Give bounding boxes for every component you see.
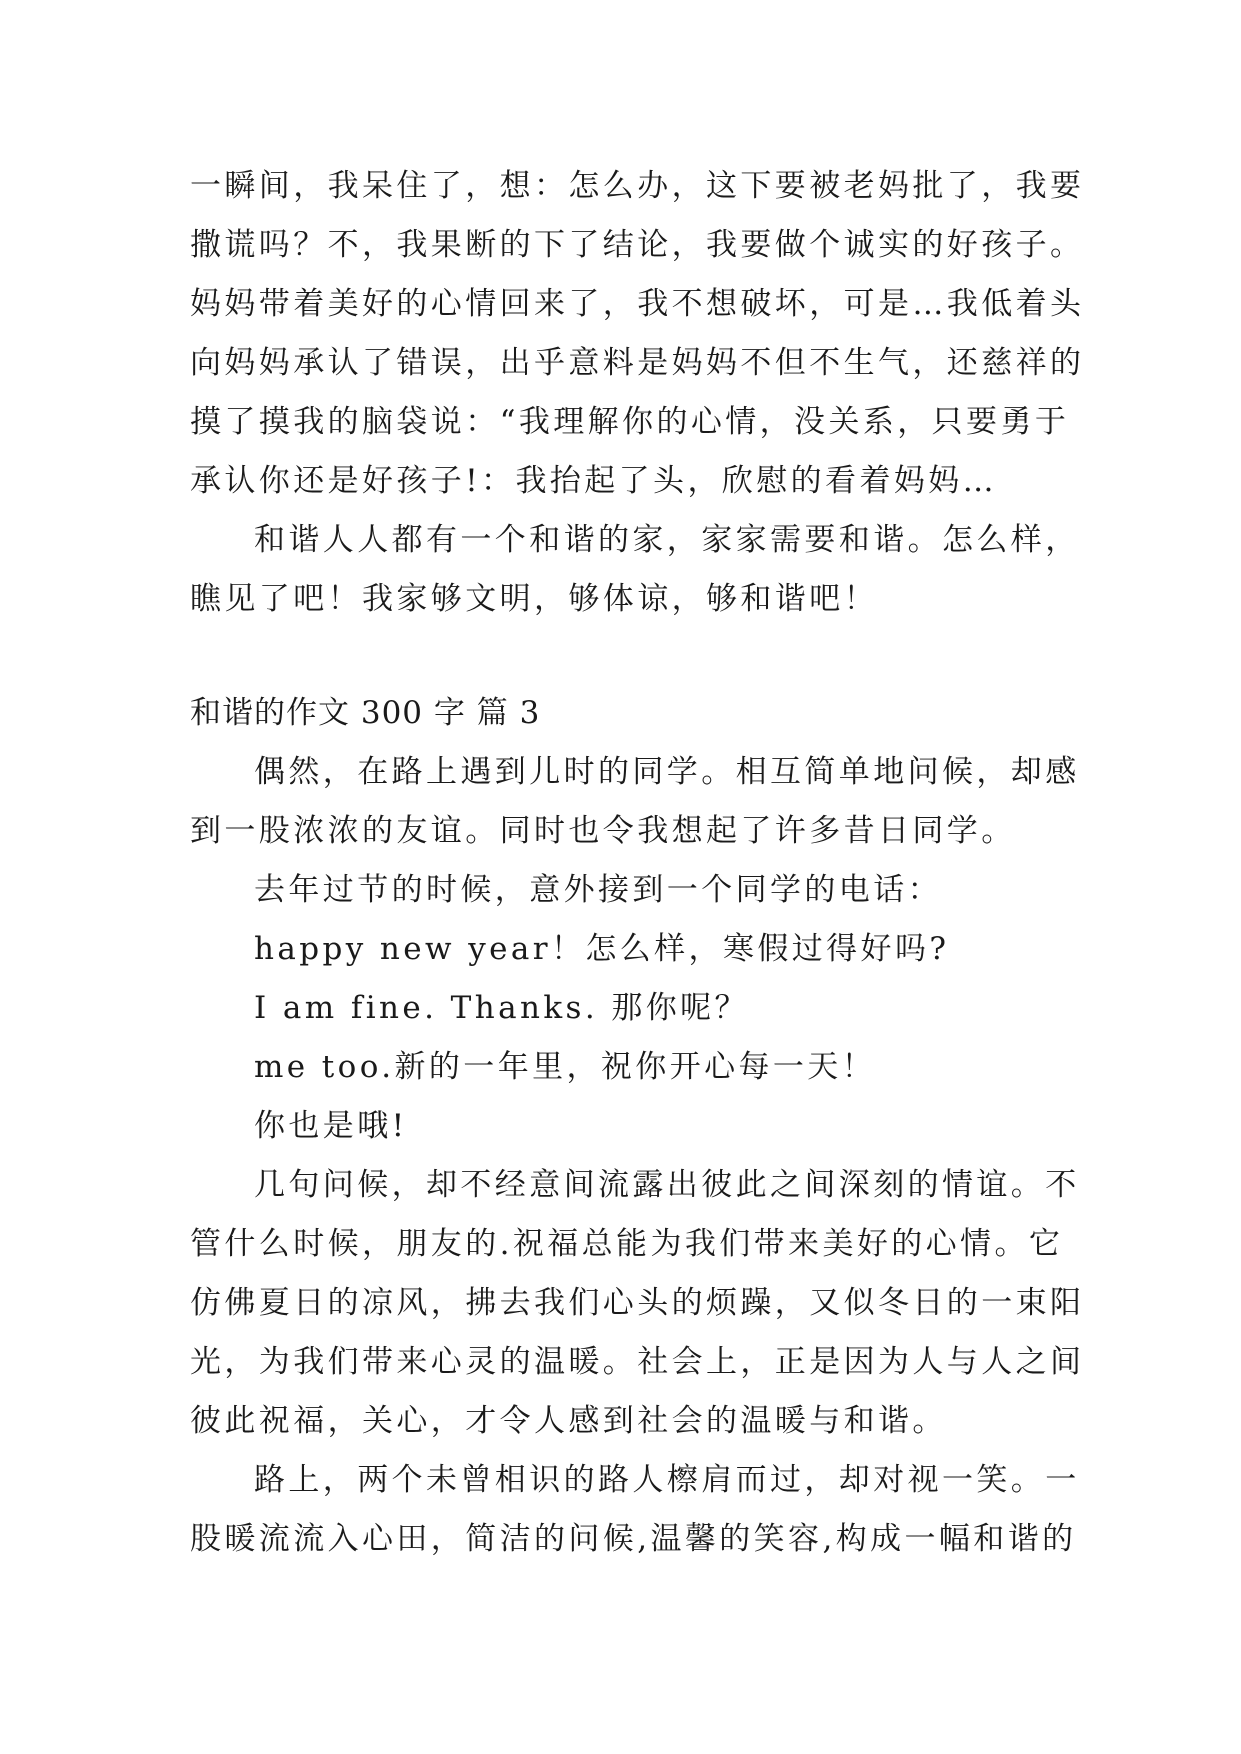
dialogue-line: me too.新的一年里，祝你开心每一天！ xyxy=(254,1049,877,1085)
paragraph-line: 和谐人人都有一个和谐的家，家家需要和谐。怎么样， xyxy=(254,522,1080,558)
dialogue-line: happy new year！怎么样，寒假过得好吗? xyxy=(254,931,950,967)
paragraph-line: 瞧见了吧！我家够文明，够体谅，够和谐吧！ xyxy=(190,581,878,617)
paragraph-line: 到一股浓浓的友谊。同时也令我想起了许多昔日同学。 xyxy=(190,813,1016,849)
paragraph-line: 撒谎吗？不，我果断的下了结论，我要做个诚实的好孩子。 xyxy=(190,227,1085,263)
paragraph-line: 承认你还是好孩子!：我抬起了头，欣慰的看着妈妈… xyxy=(190,463,998,499)
paragraph-line: 几句问候，却不经意间流露出彼此之间深刻的情谊。不 xyxy=(254,1167,1080,1203)
section-heading: 和谐的作文 300 字 篇 3 xyxy=(190,695,541,731)
paragraph-line: 路上，两个未曾相识的路人檫肩而过，却对视一笑。一 xyxy=(254,1462,1080,1498)
paragraph-line: 彼此祝福，关心，才令人感到社会的温暖与和谐。 xyxy=(190,1403,947,1439)
paragraph-line: 一瞬间，我呆住了，想：怎么办，这下要被老妈批了，我要 xyxy=(190,168,1085,204)
paragraph-line: 偶然，在路上遇到儿时的同学。相互简单地问候，却感 xyxy=(254,754,1080,790)
paragraph-line: 股暖流流入心田，简洁的问候,温馨的笑容,构成一幅和谐的 xyxy=(190,1521,1077,1557)
paragraph-line: 去年过节的时候，意外接到一个同学的电话： xyxy=(254,872,942,908)
paragraph-line: 妈妈带着美好的心情回来了，我不想破坏，可是…我低着头 xyxy=(190,286,1085,322)
paragraph-line: 管什么时候，朋友的.祝福总能为我们带来美好的心情。它 xyxy=(190,1226,1064,1262)
dialogue-line: I am fine. Thanks. 那你呢？ xyxy=(254,990,749,1026)
paragraph-line: 仿佛夏日的凉风，拂去我们心头的烦躁，又似冬日的一束阳 xyxy=(190,1285,1085,1321)
paragraph-line: 向妈妈承认了错误，出乎意料是妈妈不但不生气，还慈祥的 xyxy=(190,345,1085,381)
paragraph-line: 摸了摸我的脑袋说：“我理解你的心情，没关系，只要勇于 xyxy=(190,404,1070,440)
paragraph-line: 光，为我们带来心灵的温暖。社会上，正是因为人与人之间 xyxy=(190,1344,1085,1380)
dialogue-line: 你也是哦! xyxy=(254,1108,408,1144)
